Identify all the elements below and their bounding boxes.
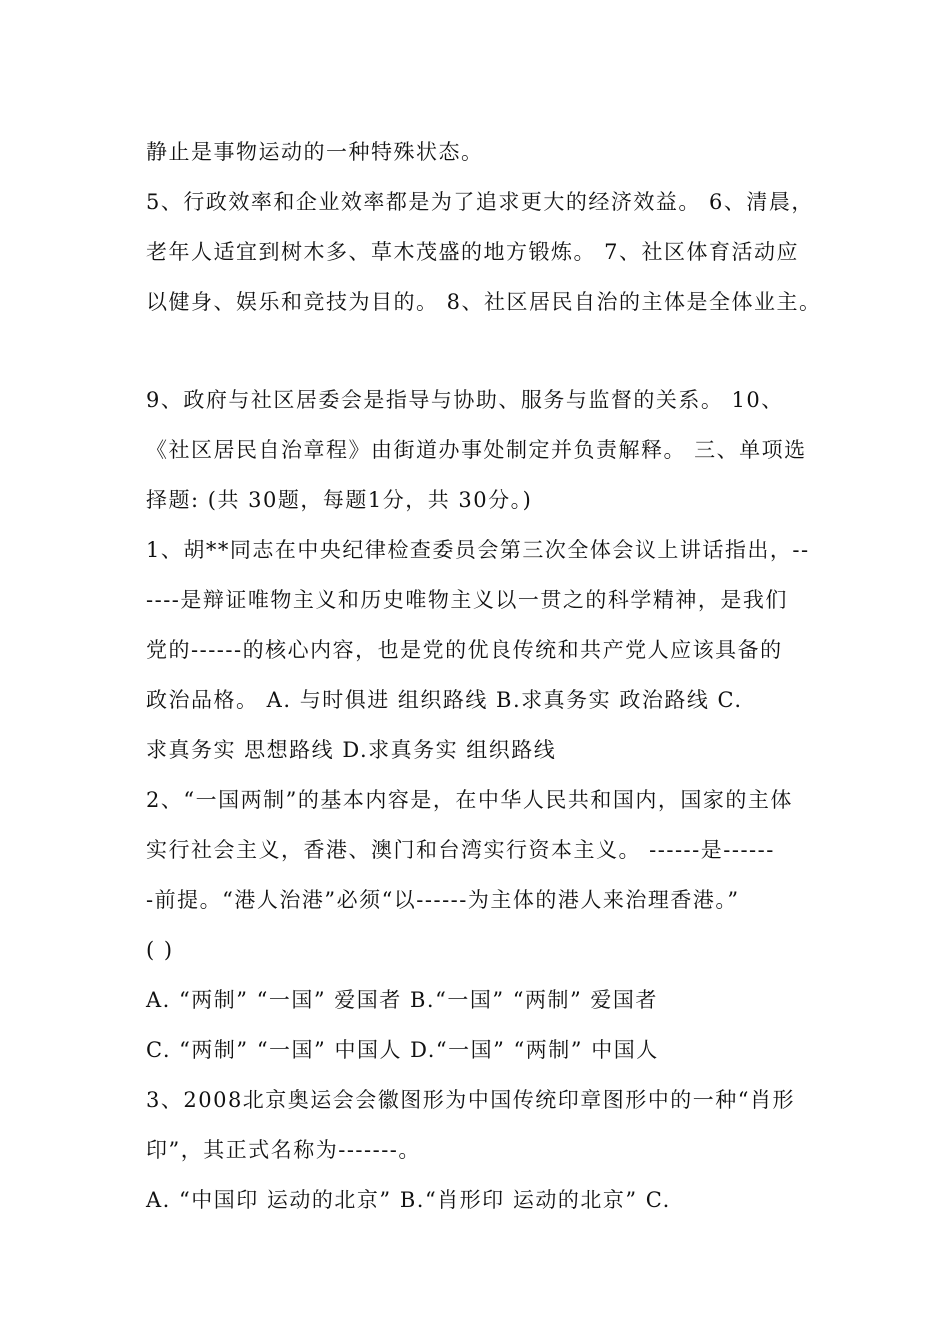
question-3: 3、2008北京奥运会会徽图形为中国传统印章图形中的一种“肖形 xyxy=(146,1088,796,1112)
text-line: 实行社会主义，香港、澳门和台湾实行资本主义。 ------是------ xyxy=(146,838,775,862)
text-line: 静止是事物运动的一种特殊状态。 xyxy=(146,140,484,164)
text-line: ----是辩证唯物主义和历史唯物主义以一贯之的科学精神，是我们 xyxy=(146,588,788,612)
text-line: 5、行政效率和企业效率都是为了追求更大的经济效益。 6、清晨， xyxy=(146,190,814,214)
answer-options: A. “中国印 运动的北京” B.“肖形印 运动的北京” C. xyxy=(146,1188,671,1212)
text-line: 党的------的核心内容，也是党的优良传统和共产党人应该具备的 xyxy=(146,638,783,662)
text-line: 印”，其正式名称为-------。 xyxy=(146,1138,421,1162)
question-1: 1、胡**同志在中央纪律检查委员会第三次全体会议上讲话指出，-- xyxy=(146,538,810,562)
section-heading: 择题: (共 30题，每题1分，共 30分。) xyxy=(146,488,533,512)
answer-options: 政治品格。 A. 与时俱进 组织路线 B.求真务实 政治路线 C. xyxy=(146,688,743,712)
answer-options: A. “两制” “一国” 爱国者 B.“一国” “两制” 爱国者 xyxy=(146,988,658,1012)
answer-blank: ( ) xyxy=(146,938,174,962)
question-2: 2、“一国两制”的基本内容是，在中华人民共和国内，国家的主体 xyxy=(146,788,793,812)
text-line: 以健身、娱乐和竞技为目的。 8、社区居民自治的主体是全体业主。 xyxy=(146,290,822,314)
text-line: 9、政府与社区居委会是指导与协助、服务与监督的关系。 10、 xyxy=(146,388,784,412)
answer-options: 求真务实 思想路线 D.求真务实 组织路线 xyxy=(146,738,557,762)
text-line: -前提。“港人治港”必须“以------为主体的港人来治理香港。” xyxy=(146,888,740,912)
answer-options: C. “两制” “一国” 中国人 D.“一国” “两制” 中国人 xyxy=(146,1038,659,1062)
text-line: 《社区居民自治章程》由街道办事处制定并负责解释。 三、单项选 xyxy=(146,438,807,462)
text-line: 老年人适宜到树木多、草木茂盛的地方锻炼。 7、社区体育活动应 xyxy=(146,240,800,264)
